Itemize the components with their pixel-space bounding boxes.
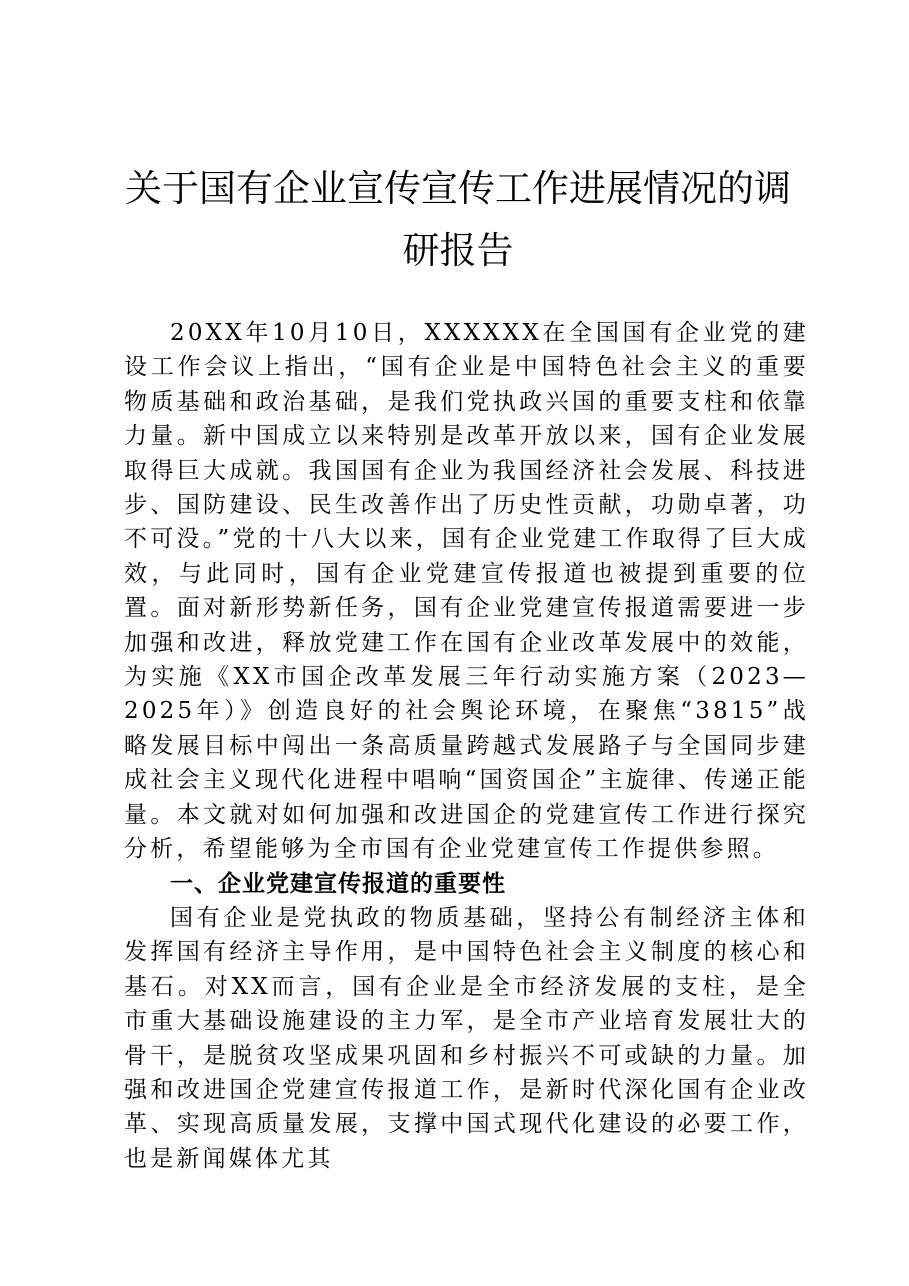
- document-title: 关于国有企业宣传宣传工作进展情况的调研报告: [125, 167, 791, 272]
- document-body: [124, 316, 809, 1176]
- section-paragraph: 国有企业是党执政的物质基础，坚持公有制经济主体和发挥国有经济主导作用，是中国特色社会主义制度的核心和基石。对XX而言，国有企业是全市经济发展的支柱，是全市重大基础设施建设的主力军，是全市产业培育发展壮大的骨干，是脱贫攻坚成果巩固和乡村振兴不可或缺的力量。加强和改进国企党建宣传报道工作，是新时代深化国有企业改革、实现高质量发展，支撑中国式现代化建设的必要工作，也是新闻媒体尤其: [124, 904, 809, 1172]
- section-heading: 一、企业党建宣传报道的重要性: [170, 870, 506, 897]
- intro-paragraph: 20XX年10月10日，XXXXXX在全国国有企业党的建设工作会议上指出，“国有企业是中国特色社会主义的重要物质基础和政治基础，是我们党执政兴国的重要支柱和依靠力量。新中国成立以来特别是改革开放以来，国有企业发展取得巨大成就。我国国有企业为我国经济社会发展、科技进步、国防建设、民生改善作出了历史性贡献，功勋卓著，功不可没。”党的十八大以来，国有企业党建工作取得了巨大成效，与此同时，国有企业党建宣传报道也被提到重要的位置。面对新形势新任务，国有企业党建宣传报道需要进一步加强和改进，释放党建工作在国有企业改革发展中的效能，为实施《XX市国企改革发展三年行动实施方案（2023—2025年）》创造良好的社会舆论环境，在聚焦“3815”战略发展目标中闯出一条高质量跨越式发展路子与全国同步建成社会主义现代化进程中唱响“国资国企”主旋律、传递正能量。本文就对如何加强和改进国企的党建宣传工作进行探究分析，希望能够为全市国有企业党建宣传工作提供参照。: [124, 320, 809, 863]
